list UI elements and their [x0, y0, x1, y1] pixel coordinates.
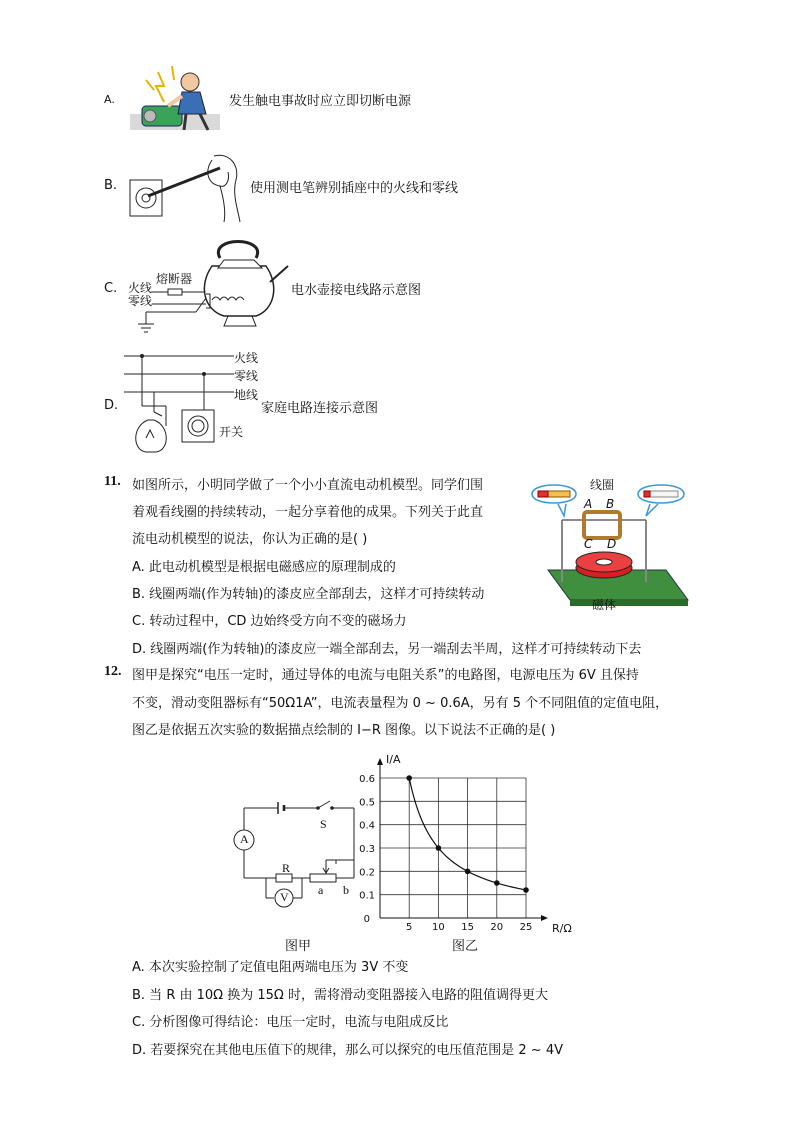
voltmeter-label: V — [280, 890, 289, 904]
figc-fuse-label: 熔断器 — [156, 272, 193, 286]
q11-number: 11. — [104, 474, 121, 489]
option-a-letter: A. — [104, 93, 115, 106]
q11-stem-line-1: 如图所示，小明同学做了一个小小直流电动机模型。同学们围 — [132, 478, 484, 493]
ammeter-label: A — [240, 832, 249, 846]
y-tick-label: 0 — [363, 914, 370, 925]
motor-label-d: D — [607, 537, 617, 551]
data-point — [523, 887, 529, 893]
motor-magnet-label: 磁体 — [592, 598, 617, 612]
motor-label-b: B — [606, 497, 615, 511]
q12-stem-line-3: 图乙是依据五次实验的数据描点绘制的 I−R 图像。以下说法不正确的是( ) — [132, 723, 556, 738]
circuit-caption: 图甲 — [285, 939, 312, 954]
y-axis-label: I/A — [386, 753, 401, 766]
q12-option-d: D. 若要探究在其他电压值下的规律，那么可以探究的电压值范围是 2 ~ 4V — [132, 1043, 563, 1058]
data-point — [465, 869, 471, 875]
kettle-circuit-figure — [128, 236, 290, 336]
q12-stem-line-1: 图甲是探究“电压一定时，通过导体的电流与电阻关系”的电路图，电源电压为 6V 且保持 — [132, 668, 639, 683]
x-axis-arrow — [541, 915, 548, 921]
rheostat-b-label: b — [343, 883, 349, 897]
option-b-letter: B. — [104, 178, 118, 193]
ir-graph — [352, 752, 572, 936]
y-axis-arrow — [377, 758, 383, 765]
q11-stem-line-3: 流电动机模型的说法，你认为正确的是( ) — [132, 532, 368, 547]
x-tick-label: 5 — [406, 922, 413, 933]
option-d-letter: D. — [104, 398, 119, 413]
x-tick-label: 15 — [461, 922, 474, 933]
motor-label-c: C — [584, 537, 593, 551]
y-tick-label: 0.2 — [359, 867, 375, 879]
figd-live-label: 火线 — [234, 351, 259, 365]
figd-ground-label: 地线 — [234, 388, 259, 402]
figd-neutral-label: 零线 — [234, 369, 259, 383]
y-tick-label: 0.4 — [359, 820, 375, 832]
data-point — [494, 880, 500, 886]
figd-switch-label: 开关 — [219, 425, 244, 439]
y-tick-label: 0.1 — [359, 890, 375, 902]
figc-neutral-label: 零线 — [128, 294, 153, 308]
q12-option-a: A. 本次实验控制了定值电阻两端电压为 3V 不变 — [132, 960, 409, 975]
switch-label: S — [320, 817, 327, 831]
x-axis-label: R/Ω — [552, 922, 572, 935]
q11-option-b: B. 线圈两端(作为转轴)的漆皮应全部刮去，这样才可持续转动 — [132, 587, 485, 602]
q11-option-a: A. 此电动机模型是根据电磁感应的原理制成的 — [132, 560, 396, 575]
option-d-text: 家庭电路连接示意图 — [261, 401, 379, 416]
resistor-label: R — [282, 861, 291, 875]
motor-label-a: A — [584, 497, 593, 511]
option-a-text: 发生触电事故时应立即切断电源 — [229, 94, 412, 109]
graph-caption: 图乙 — [452, 939, 479, 954]
rheostat-a-label: a — [318, 883, 324, 897]
q11-option-d: D. 线圈两端(作为转轴)的漆皮应一端全部刮去，另一端刮去半周，这样才可持续转动下去 — [132, 642, 642, 657]
electric-shock-figure — [128, 62, 224, 134]
x-tick-label: 10 — [432, 922, 445, 933]
q12-option-b: B. 当 R 由 10Ω 换为 15Ω 时，需将滑动变阻器接入电路的阻值调得更大 — [132, 988, 548, 1003]
y-tick-label: 0.6 — [359, 774, 375, 785]
x-tick-label: 20 — [490, 922, 504, 933]
q11-stem-line-2: 着观看线圈的持续转动，一起分享着他的成果。下列关于此直 — [132, 505, 484, 520]
option-b-text: 使用测电笔辨别插座中的火线和零线 — [250, 181, 459, 196]
circuit-diagram — [230, 800, 362, 918]
y-tick-label: 0.5 — [359, 797, 375, 809]
q12-number: 12. — [104, 664, 122, 679]
motor-coil-label: 线圈 — [590, 478, 615, 492]
y-tick-label: 0.3 — [359, 844, 375, 855]
data-point — [406, 775, 412, 781]
figc-live-label: 火线 — [128, 281, 153, 295]
data-point — [436, 845, 442, 851]
option-c-letter: C. — [104, 281, 118, 296]
q11-option-c: C. 转动过程中，CD 边始终受方向不变的磁场力 — [132, 614, 407, 629]
option-c-text: 电水壶接电线路示意图 — [291, 283, 422, 298]
home-circuit-figure — [118, 346, 240, 458]
q12-stem-line-2: 不变，滑动变阻器标有“50Ω1A”，电流表量程为 0 ~ 0.6A，另有 5 个不同阻值的定值电阻， — [132, 696, 669, 711]
x-tick-label: 25 — [519, 922, 533, 933]
q12-option-c: C. 分析图像可得结论：电压一定时，电流与电阻成反比 — [132, 1015, 449, 1030]
test-pen-socket-figure — [128, 150, 246, 224]
